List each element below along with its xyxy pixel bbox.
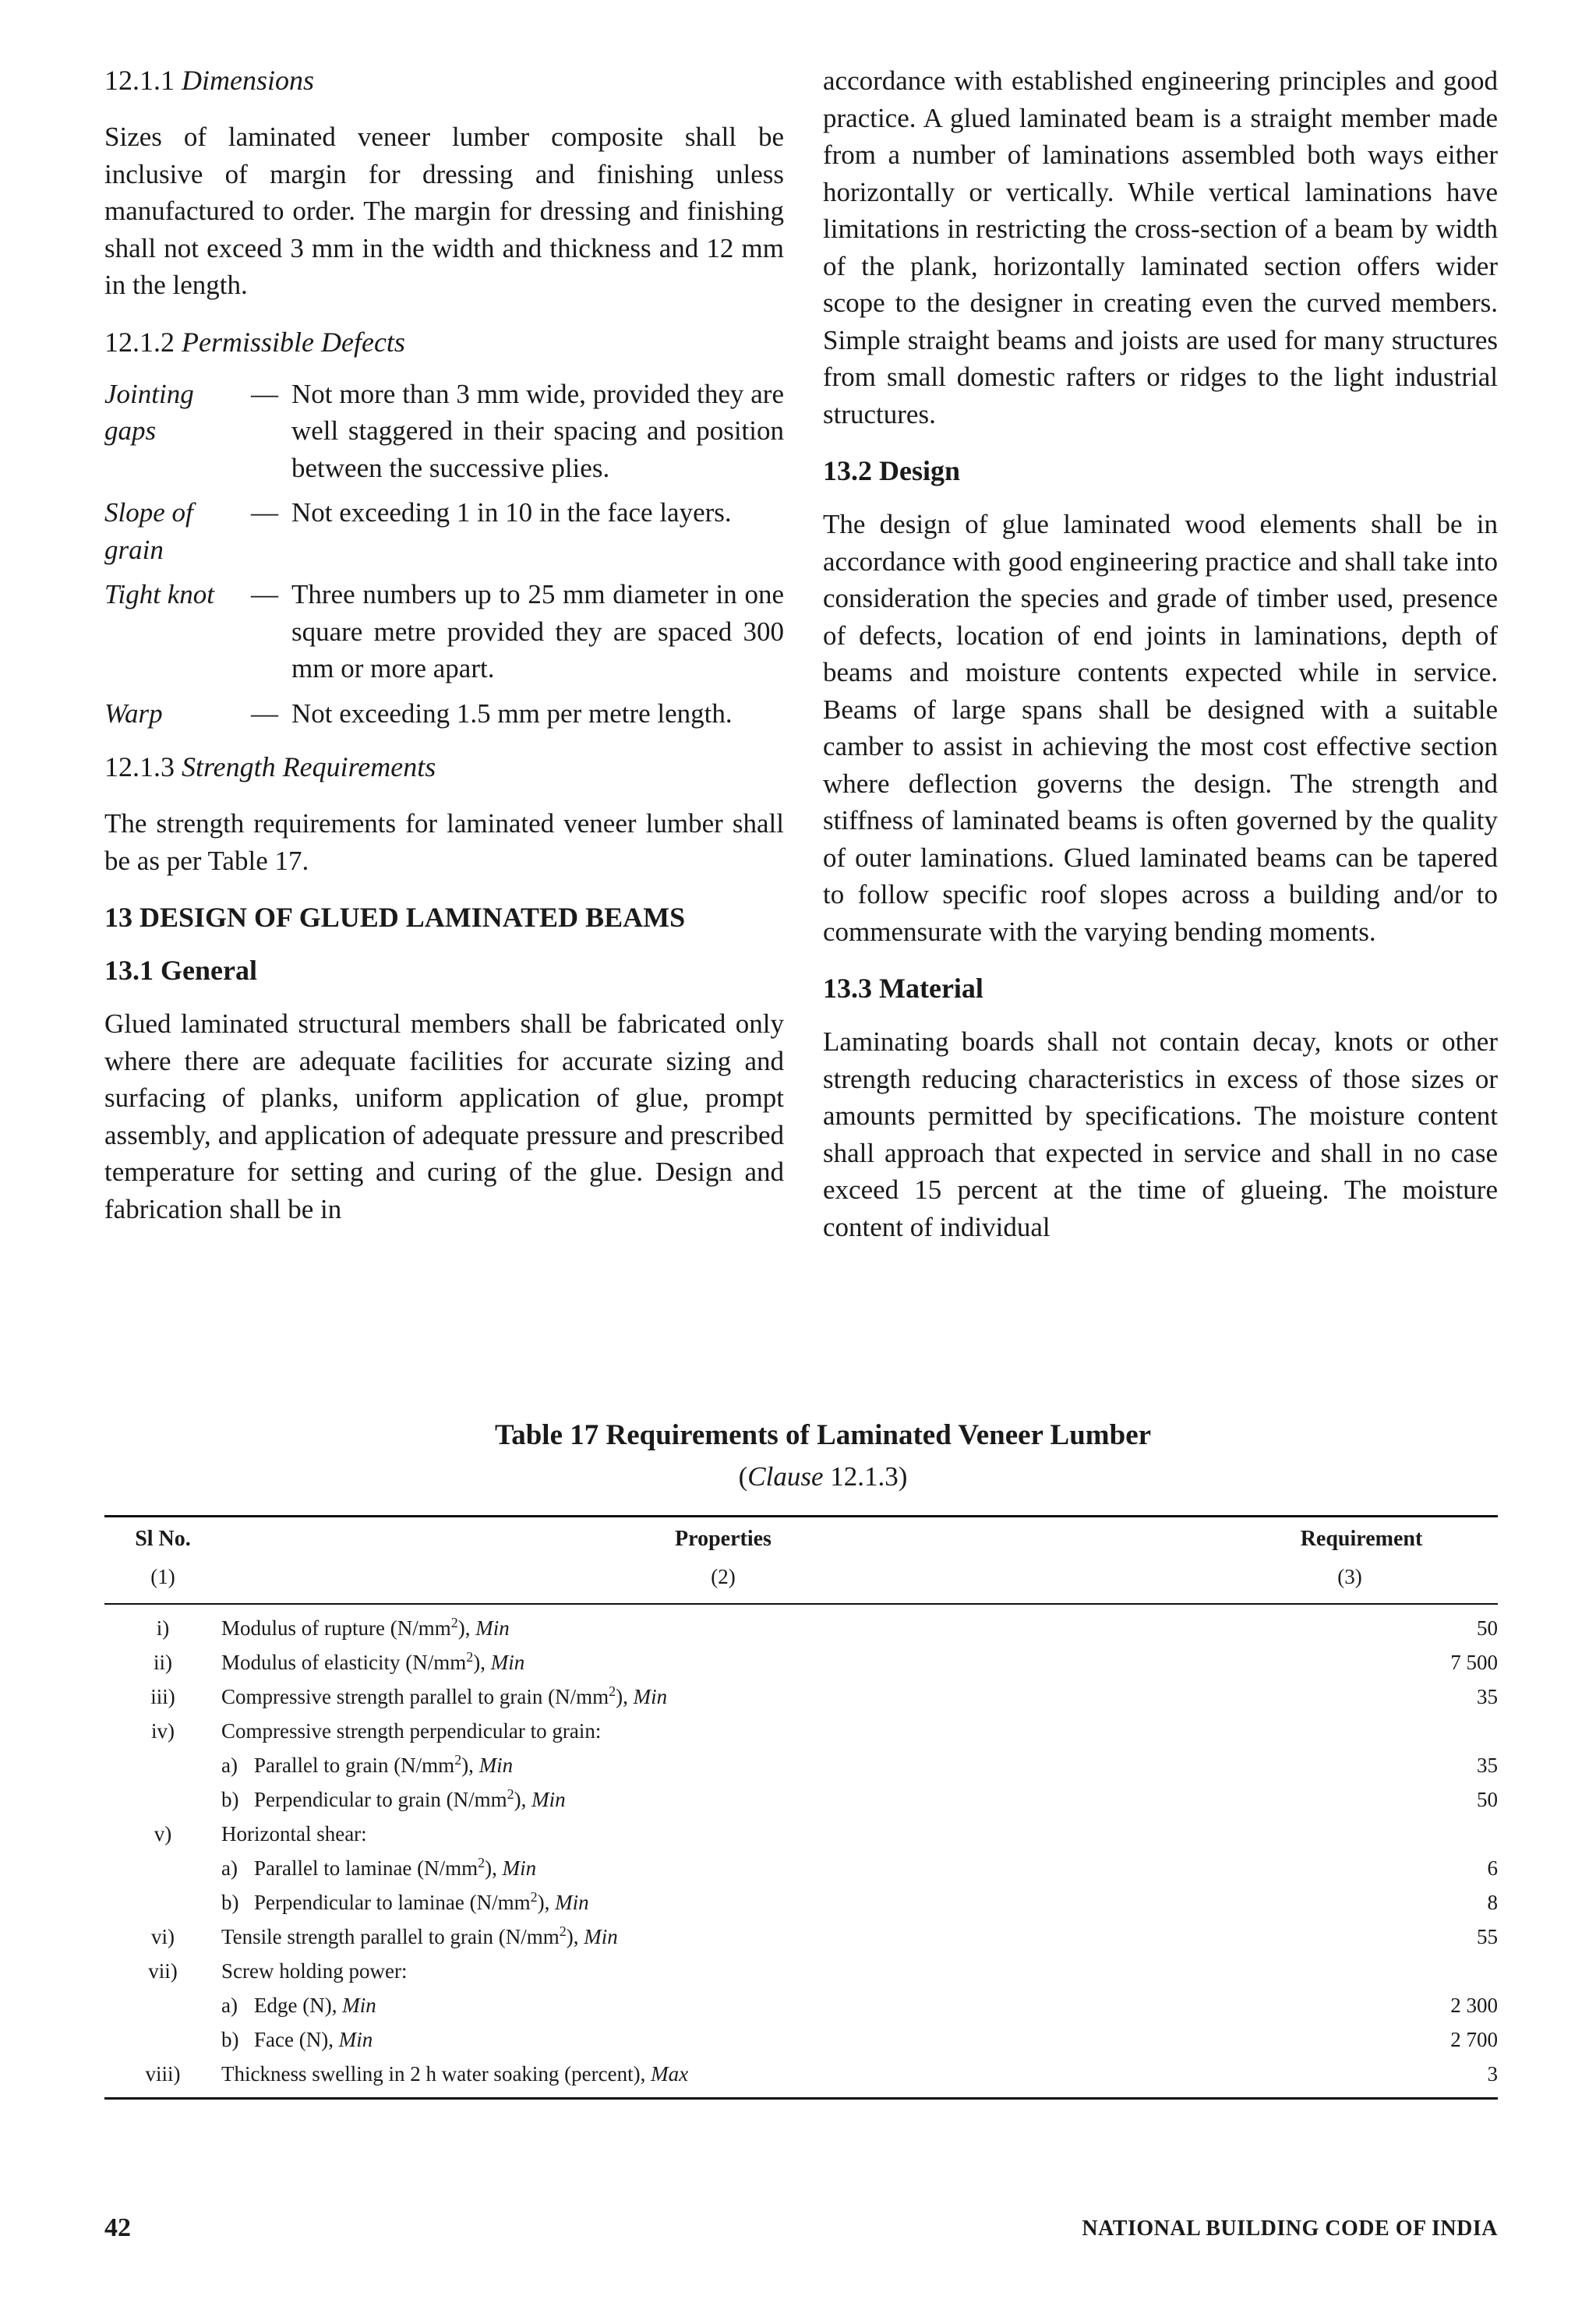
section-12-1-2-heading [104, 324, 784, 360]
property-text: Parallel to laminae (N/mm [254, 1856, 478, 1880]
defect-description: Three numbers up to 25 mm diameter in one square metre provided they are spaced 300 mm or more apart. [291, 579, 784, 683]
property-text: Thickness swelling in 2 h water soaking (percent), [221, 2062, 651, 2086]
defect-dash: — [251, 497, 278, 528]
section-number: 12.1.3 [104, 751, 175, 782]
table-row [104, 1680, 1498, 1714]
property-text-tail: ), [566, 1925, 584, 1948]
table-row [104, 1851, 1498, 1885]
requirement-value: 35 [1477, 1754, 1498, 1777]
section-12-1-1-heading [104, 62, 784, 98]
defect-description: Not more than 3 mm wide, provided they are well staggered in their spacing and position between the successive plies. [291, 378, 784, 483]
clause-word: Clause [747, 1461, 824, 1492]
section-title: Dimensions [182, 65, 314, 96]
requirement-value: 3 [1225, 2057, 1498, 2099]
unit-exponent: 2 [609, 1683, 616, 1699]
property [221, 1680, 1225, 1714]
section-13-heading: 13 DESIGN OF GLUED LAMINATED BEAMS [104, 902, 686, 933]
sl-no: viii) [104, 2057, 221, 2099]
defect-item [104, 494, 784, 568]
section-12-1-3-heading [104, 749, 784, 785]
property-text-tail: ), [485, 1856, 503, 1880]
property [221, 1748, 1225, 1782]
property-text-tail: ), [461, 1754, 479, 1777]
defect-term: Warp [104, 698, 163, 729]
table-clause-ref: (Clause 12.1.3) [738, 1461, 908, 1492]
section-13-2-heading: 13.2 Design [823, 455, 961, 486]
property [221, 1782, 1225, 1817]
section-13-2-text: The design of glue laminated wood elements shall be in accordance with good engineering practice and shall take into consideration the species and grade of timber used, presence of defects, location of end joints in laminations, depth of beams and moisture contents expected while in service. Beams of large spans shall be designed with a suitable camber to assist in achieving the most cost effective section where deflection governs the design. The strength and stiffness of laminated beams is often governed by the quality of outer laminations. Glued laminated beams can be tapered to follow specific roof slopes across a building and/or to commensurate with the varying bending moments. [823, 509, 1498, 947]
table-title: Table 17 Requirements of Laminated Veneer Lumber [494, 1419, 1152, 1451]
requirement-value: 55 [1477, 1925, 1498, 1948]
page-number: 42 [104, 2213, 131, 2242]
limit-qualifier: Min [633, 1685, 668, 1708]
header-sl-no: Sl No. [135, 1527, 191, 1551]
defect-item [104, 376, 784, 487]
section-12-1-3-text: The strength requirements for laminated veneer lumber shall be as per Table 17. [104, 808, 784, 876]
defect-description: Not exceeding 1.5 mm per metre length. [291, 698, 733, 729]
table-row [104, 1920, 1498, 1954]
sl-no: ii) [154, 1651, 172, 1674]
property-text: Modulus of rupture (N/mm [221, 1616, 451, 1640]
property-text-tail: ), [457, 1616, 476, 1640]
unit-exponent: 2 [466, 1649, 474, 1665]
col-num-2: (2) [711, 1565, 736, 1588]
property [221, 1885, 1225, 1920]
defect-dash: — [251, 378, 278, 409]
property [221, 2022, 1225, 2057]
property [221, 1920, 1225, 1954]
sub-label: a) [221, 1754, 238, 1777]
limit-qualifier: Min [478, 1754, 514, 1777]
defect-dash: — [251, 579, 278, 609]
sub-label: a) [221, 1994, 238, 2017]
property [221, 2057, 1225, 2099]
sl-no: v) [154, 1822, 172, 1846]
section-13-1-heading: 13.1 General [104, 955, 257, 986]
permissible-defects-list [104, 376, 784, 733]
requirement-value: 50 [1225, 1604, 1498, 1645]
publication-name: NATIONAL BUILDING CODE OF INDIA [1082, 2216, 1498, 2241]
requirement-value: 35 [1477, 1685, 1498, 1708]
property-text: Tensile strength parallel to grain (N/mm [221, 1925, 560, 1948]
property-text-tail: ), [537, 1891, 556, 1914]
unit-exponent: 2 [454, 1752, 462, 1768]
unit-exponent: 2 [507, 1786, 514, 1802]
header-properties: Properties [675, 1527, 772, 1551]
sl-no: vi) [151, 1925, 175, 1948]
limit-qualifier: Min [531, 1788, 566, 1811]
sl-no: iv) [151, 1719, 175, 1743]
sub-label: b) [221, 1788, 239, 1811]
property-text: Perpendicular to grain (N/mm [254, 1788, 507, 1811]
left-column [104, 62, 784, 1227]
defect-term: Slope of grain [104, 497, 193, 565]
continued-text: accordance with established engineering principles and good practice. A glued laminated beam is a straight member made from a number of laminations assembled both ways either horizontally or vertically. While vertical laminations have limitations in restricting the cross-section of a beam by width of the plank, horizontally laminated section offers wider scope to the designer in creating even the curved members. Simple straight beams and joists are used for many structures from small domestic rafters or ridges to the light industrial structures. [823, 65, 1498, 429]
unit-exponent: 2 [559, 1923, 567, 1939]
section-13-3-text: Laminating boards shall not contain decay, knots or other strength reducing characteristics in excess of those sizes or amounts permitted by specifications. The moisture content shall approach that expected in service and shall in no case exceed 15 percent at the time of glueing. The moisture content of individual [823, 1026, 1498, 1242]
property-text: Edge (N), [254, 1994, 343, 2017]
property-text: Perpendicular to laminae (N/mm [254, 1891, 531, 1914]
unit-exponent: 2 [530, 1889, 538, 1905]
defect-term: Tight knot [104, 579, 214, 609]
header-requirement: Requirement [1300, 1527, 1423, 1551]
limit-qualifier: Min [555, 1891, 589, 1914]
table-row [104, 1604, 1498, 1645]
property-text: Modulus of elasticity (N/mm [221, 1651, 467, 1674]
requirement-value: 6 [1487, 1856, 1498, 1880]
requirement-value: 2 300 [1450, 1994, 1498, 2017]
section-13-3-heading: 13.3 Material [823, 973, 983, 1004]
clause-number: 12.1.3 [830, 1461, 899, 1492]
property [221, 1988, 1225, 2022]
table-header-row [104, 1517, 1498, 1556]
table-row [104, 1714, 1498, 1748]
section-12-1-1-text: Sizes of laminated veneer lumber composite shall be inclusive of margin for dressing and finishing unless manufactured to order. The margin for dressing and finishing shall not exceed 3 mm in the width and thickness and 12 mm in the length. [104, 122, 784, 300]
table-row [104, 2057, 1498, 2099]
property-text-tail: ), [616, 1685, 634, 1708]
requirement-value [1225, 1714, 1498, 1748]
section-number: 12.1.2 [104, 326, 175, 358]
limit-qualifier: Min [502, 1856, 537, 1880]
sub-label: b) [221, 1891, 239, 1914]
column-number-row [104, 1556, 1498, 1604]
sub-label: a) [221, 1856, 238, 1880]
defect-item [104, 695, 784, 733]
col-num-1: (1) [150, 1565, 175, 1588]
property [221, 1645, 1225, 1680]
limit-qualifier: Min [338, 2028, 373, 2051]
property [221, 1604, 1225, 1645]
requirement-value: 50 [1477, 1788, 1498, 1811]
sl-no: vii) [148, 1959, 178, 1983]
limit-qualifier: Min [490, 1651, 525, 1674]
table-row [104, 1645, 1498, 1680]
table-row [104, 1885, 1498, 1920]
section-title: Strength Requirements [182, 751, 436, 782]
property-text: Parallel to grain (N/mm [254, 1754, 455, 1777]
property: Horizontal shear: [221, 1822, 367, 1846]
sl-no: iii) [150, 1685, 175, 1708]
requirements-table [104, 1515, 1498, 2100]
table-row [104, 1954, 1498, 1988]
sub-label: b) [221, 2028, 239, 2051]
property-text: Face (N), [254, 2028, 339, 2051]
requirement-value [1225, 1954, 1498, 1988]
property-text-tail: ), [514, 1788, 532, 1811]
section-13-1-text: Glued laminated structural members shall be fabricated only where there are adequate facilities for accurate sizing and surfacing of planks, uniform application of glue, prompt assembly, and application of adequate pressure and prescribed temperature for setting and curing of the glue. Design and fabrication shall be in [104, 1008, 784, 1224]
property: Compressive strength perpendicular to grain: [221, 1719, 602, 1743]
requirement-value [1225, 1817, 1498, 1851]
col-num-3: (3) [1337, 1565, 1362, 1588]
property [221, 1851, 1225, 1885]
table-row [104, 2022, 1498, 2057]
unit-exponent: 2 [478, 1855, 486, 1870]
sl-no: i) [104, 1604, 221, 1645]
requirement-value: 2 700 [1450, 2028, 1498, 2051]
defect-dash: — [251, 698, 278, 729]
property: Screw holding power: [221, 1959, 408, 1983]
requirement-value: 7 500 [1450, 1651, 1498, 1674]
limit-qualifier: Max [651, 2062, 689, 2086]
requirement-value: 8 [1487, 1891, 1498, 1914]
right-column [823, 62, 1498, 1245]
table-row [104, 1817, 1498, 1851]
limit-qualifier: Min [475, 1616, 510, 1640]
page-footer [104, 2213, 1498, 2252]
table-17 [104, 1417, 1498, 2100]
section-number: 12.1.1 [104, 65, 175, 96]
section-title: Permissible Defects [182, 326, 405, 358]
unit-exponent: 2 [450, 1615, 458, 1630]
table-row [104, 1782, 1498, 1817]
property-text-tail: ), [473, 1651, 491, 1674]
defect-description: Not exceeding 1 in 10 in the face layers. [291, 497, 732, 528]
table-row [104, 1748, 1498, 1782]
property-text: Compressive strength parallel to grain (N/mm [221, 1685, 609, 1708]
defect-term: Jointing gaps [104, 378, 194, 446]
table-row [104, 1988, 1498, 2022]
limit-qualifier: Min [342, 1994, 376, 2017]
limit-qualifier: Min [584, 1925, 618, 1948]
defect-item [104, 576, 784, 687]
